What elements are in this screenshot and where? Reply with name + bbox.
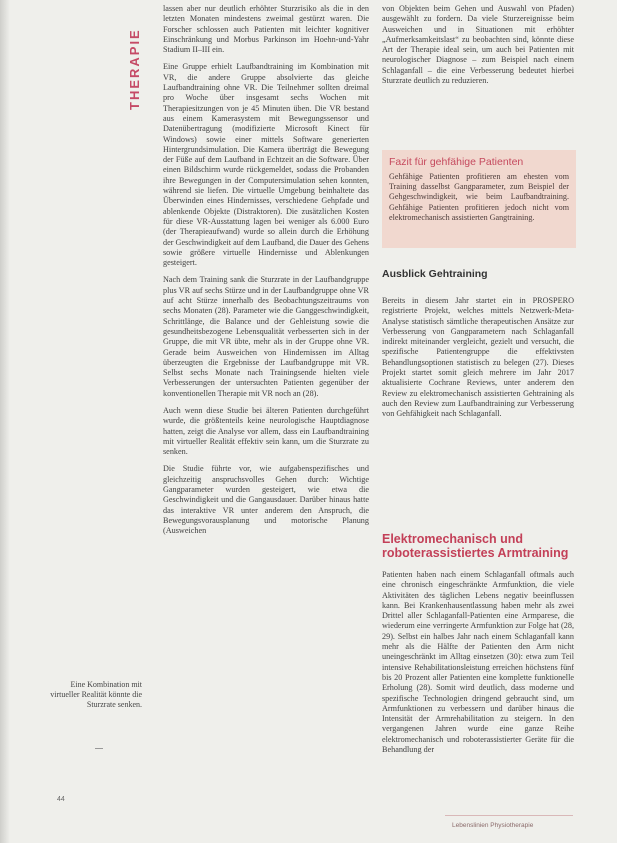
footer-rule — [445, 815, 573, 816]
footer-label: Lebenslinien Physiotherapie — [452, 822, 534, 829]
section-tab — [118, 10, 158, 110]
arm-section — [382, 532, 576, 755]
paragraph: Eine Gruppe erhielt Laufbandtraining im Kombination mit VR, die andere Gruppe absolvierte das gleiche Laufbandtraining ohne VR. Die Teilnehmer sollten dreimal pro Woche über insgesamt sechs Wochen mit Therapiesitzungen von je 45 Minuten üben. Die VR bestand aus einem Kamerasystem mit Bewegungssensor und Datenübertragung (modifizierte Microsoft Kinect für Windows) sowie einer mittels Software generierten Hintergrundsimulation. Die Kamera überträgt die Bewegung der Füße auf dem Laufband in Echtzeit an die Software. Über einen Bildschirm wurde rückgemeldet, sodass die Probanden ihre Bewegungen in der Computersimulation sehen konnten, während sie liefen. Die virtuelle Umgebung beinhaltete das Überwinden eines Hindernisses, verschiedene Gehpfade und ablenkende Objekte (Distraktoren). Die zusätzlichen Kosten für diese VR-Ausstattung lagen bei weniger als 6.000 Euro (der Therapieaufwand) wurde so allein durch die Erhöhung der Geschwindigkeit auf dem Laufband, die Dauer des Gehens sowie größere virtuelle Hindernisse und Ablenkungen gesteigert. — [163, 62, 369, 268]
column-left — [163, 4, 369, 544]
page-number: 44 — [57, 796, 65, 803]
outlook-section — [382, 268, 576, 420]
fazit-text: Gehfähige Patienten profitieren am ehesten vom Training dasselbst Gangparameter, zum Beispiel der Gehgeschwindigkeit, wie beim Laufbandtraining. Gehfähige Patienten profitieren jedoch nicht vom elektromechanisch assistierten Gangtraining. — [389, 172, 569, 222]
outlook-text: Bereits in diesem Jahr startet ein in PROSPERO registrierte Projekt, welches mittels Netzwerk-Meta-Analyse statistisch sämtliche therapeutischen Ansätze zur Verbesserung von Gangparametern nach Schlaganfall indirekt miteinander vergleicht, gezielt und versucht, die spezifische Patientengruppe die effektivsten Behandlungsoptionen statistisch zu belegen (27). Dieses Projekt startet somit gleich mehrere im Jahr 2017 aktualisierte Cochrane Reviews, unter anderem den Review zu elektromechanisch assistierten Gehtraining als auch den Review zum Laufbandtraining zur Verbesserung von Gehfähigkeit nach Schlaganfall. — [382, 296, 574, 419]
paragraph: Die Studie führte vor, wie aufgabenspezifisches und gleichzeitig anspruchsvolles Gehen durch: Wichtige Gangparameter wurden gesteigert, wie etwa die Geschwindigkeit und die Gangausdauer. Darüber hinaus hatte das interaktive VR unter anderem den Anspruch, die Bewegungsvorausplanung und motorische Planung (Ausweichen — [163, 464, 369, 536]
section-tab-label: THERAPIE — [127, 28, 142, 110]
paragraph: lassen aber nur deutlich erhöhter Sturzrisiko als die in den letzten Monaten mindestens zweimal gestürzt waren. Die Forscher schlossen auch Patienten mit leichter kognitiver Einschränkung und Morbus Parkinson im Hoehn-und-Yahr Stadium II–III ein. — [163, 4, 369, 55]
column-right — [382, 4, 574, 93]
paragraph: Nach dem Training sank die Sturzrate in der Laufbandgruppe plus VR auf sechs Stürze und in der Laufbandgruppe ohne VR auf acht Stürze innerhalb des Beobachtungszeitraums von sechs Monaten (28). Parameter wie die Ganggeschwindigkeit, Schrittlänge, die Balance und der Gehleistung sowie die gesundheitsbezogene Lebensqualität verbesserten sich in der Gruppe, die mit VR übte, mehr als in der Gruppe ohne VR. Gerade beim Ausweichen von Hindernissen im Alltag überzeugten die Ergebnisse der Laufbandgruppe mit VR. Selbst sechs Monate nach Trainingsende hielten viele Verbesserungen der untersuchten Patienten gegenüber der konventionellen Therapie mit VR noch an (28). — [163, 275, 369, 398]
fazit-box — [382, 150, 576, 248]
divider — [95, 748, 103, 749]
page-fold-shadow — [0, 0, 10, 843]
outlook-heading: Ausblick Gehtraining — [382, 268, 488, 280]
arm-text: Patienten haben nach einem Schlaganfall oftmals auch eine chronisch eingeschränkte Armfunktion, die viele Aktivitäten des täglichen Lebens negativ beeinflussen kann. Bei Krankenhausentlassung haben mehr als zwei Drittel aller Schlaganfall-Patienten eine Armparese, die wiederum eine verringerte Armfunktion zur Folge hat (28, 29). Selbst ein halbes Jahr nach einem Schlaganfall kann mehr als die Hälfte der Patienten den Arm nicht uneingeschränkt im Alltag einsetzen (30): etwa zum Teil intensive Rehabilitationsleistung erreichen höchstens fünf bis 20 Prozent aller Patienten eine komplette funktionelle Erholung (28). Somit wird deutlich, dass moderne und spezifische Technologien dringend gebraucht sind, um Armfunktionen zu verbessern und darüber hinaus die Intensität der Armrehabilitation zu steigern. In den vergangenen Jahren wurde eine ganze Reihe elektromechanisch und roboterassistierter Geräte für die Behandlung der — [382, 570, 574, 755]
paragraph: Auch wenn diese Studie bei älteren Patienten durchgeführt wurde, die größtenteils keine neurologische Hauptdiagnose hatten, zeigt die Analyse vor allem, dass ein Laufbandtraining mit virtueller Realität effektiv sein kann, um die Sturzrate zu senken. — [163, 405, 369, 457]
paragraph: von Objekten beim Gehen und Auswahl von Pfaden) ausgewählt zu fordern. Da viele Sturzereignisse beim Ausweichen und in Situationen mit erhöhter „Aufmerksamkeitslast“ zu beobachten sind, könnte diese Art der Therapie ideal sein, um auch bei Patienten mit neurologischer Diagnose – zum Beispiel nach einem Schlaganfall – die eine Verbesserung bedeutet hierbei Sturzrate deutlich zu reduzieren. — [382, 4, 574, 86]
arm-heading: Elektromechanisch und roboterassistiertes Armtraining — [382, 532, 569, 560]
margin-note: Eine Kombination mit virtueller Realität könnte die Sturzrate senken. — [50, 680, 142, 710]
fazit-title: Fazit für gehfähige Patienten — [389, 156, 524, 168]
